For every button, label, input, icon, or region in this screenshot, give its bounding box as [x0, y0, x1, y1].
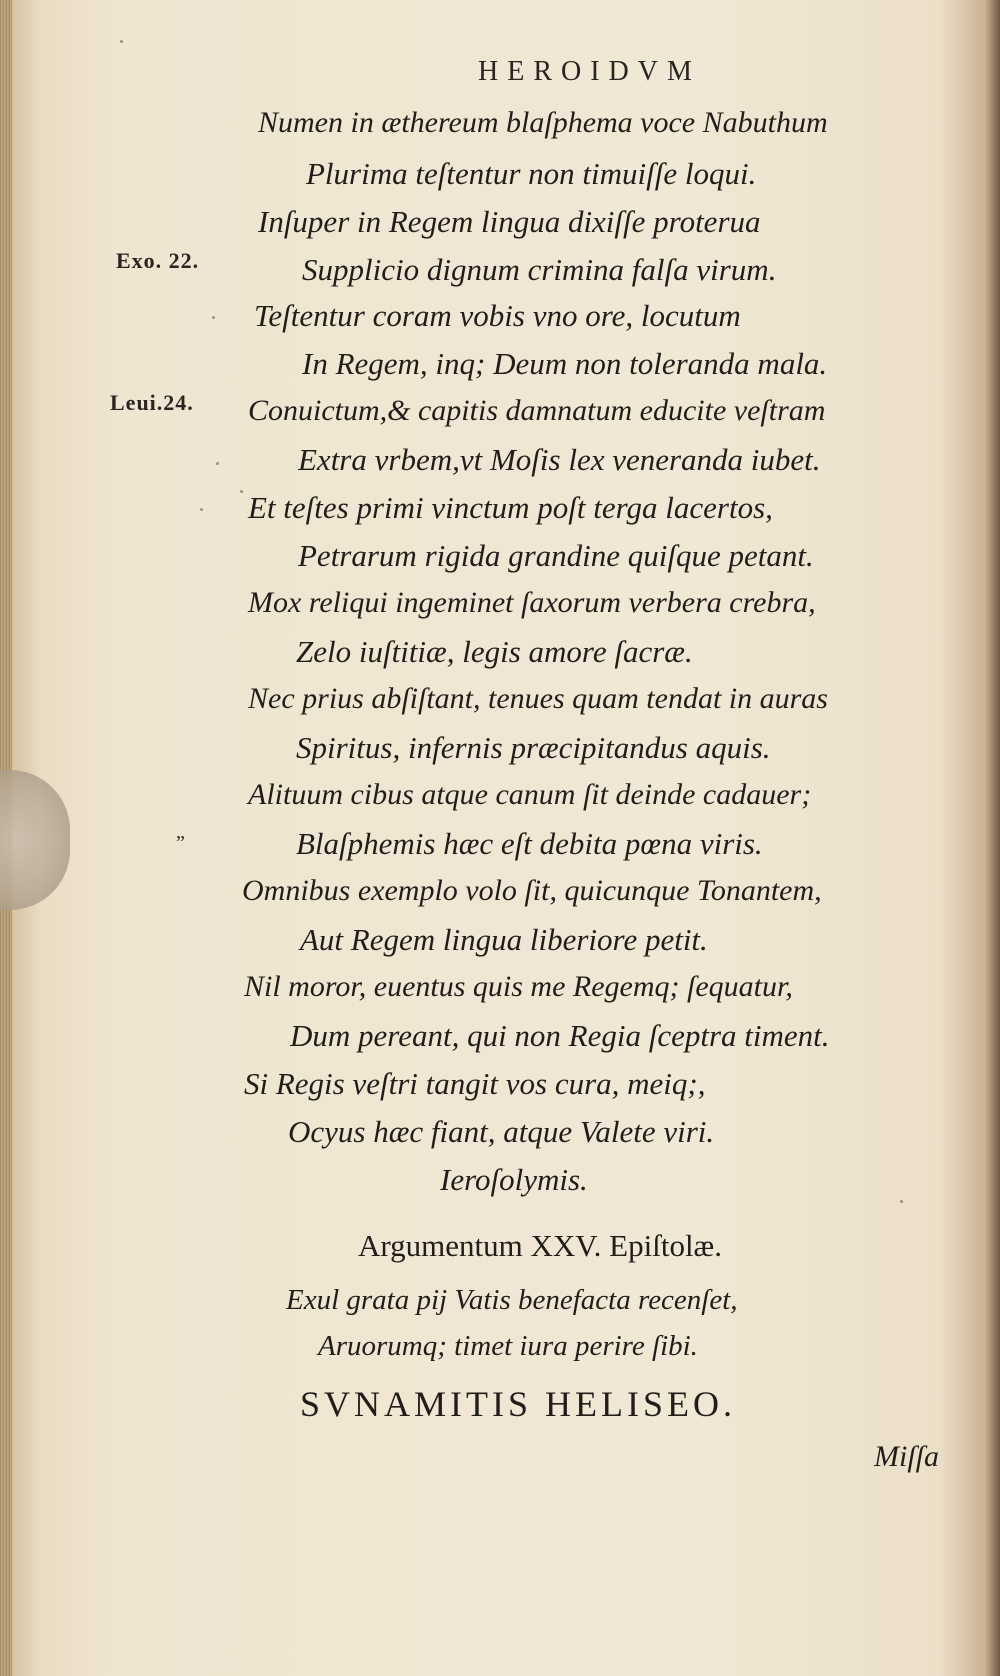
margin-note-quote-mark: ”: [176, 832, 185, 854]
verse-line: Ocyus hæc fiant, atque Valete viri.: [288, 1114, 715, 1149]
verse-line: Plurima teſtentur non timuiſſe loqui.: [306, 156, 757, 191]
verse-line: Nec prius abſiſtant, tenues quam tendat in auras: [248, 682, 828, 715]
paper-speck: [216, 462, 219, 465]
verse-line: Omnibus exemplo volo ſit, quicunque Tonantem,: [242, 874, 822, 907]
verse-line: Spiritus, infernis præcipitandus aquis.: [296, 730, 771, 765]
running-head: HEROIDVM: [478, 56, 701, 87]
place-line: Ieroſolymis.: [440, 1162, 588, 1197]
verse-line: In Regem, inq; Deum non toleranda mala.: [302, 346, 828, 381]
verse-line: Mox reliqui ingeminet ſaxorum verbera crebra,: [248, 586, 816, 619]
verse-line: Dum pereant, qui non Regia ſceptra timent.: [290, 1018, 830, 1053]
verse-line: Si Regis veſtri tangit vos cura, meiq;,: [244, 1066, 706, 1101]
verse-line: Aut Regem lingua liberiore petit.: [300, 922, 708, 957]
argument-title: Argumentum XXV. Epiſtolæ.: [358, 1228, 722, 1263]
verse-line: Zelo iuſtitiæ, legis amore ſacræ.: [296, 634, 693, 669]
argument-line: Exul grata pij Vatis benefacta recenſet,: [286, 1284, 738, 1316]
verse-line: Supplicio dignum crimina falſa virum.: [302, 252, 777, 287]
verse-line: Et teſtes primi vinctum poſt terga lacertos,: [248, 490, 773, 525]
verse-line: Numen in æthereum blaſphema voce Nabuthum: [258, 106, 828, 139]
verse-line: Alituum cibus atque canum ſit deinde cadauer;: [248, 778, 812, 811]
verse-line: Nil moror, euentus quis me Regemq; ſequatur,: [244, 970, 793, 1003]
paper-speck: [240, 490, 243, 493]
paper-speck: [900, 1200, 903, 1203]
argument-line: Aruorumq; timet iura perire ſibi.: [318, 1330, 698, 1362]
verse-line: Extra vrbem,vt Moſis lex veneranda iubet.: [298, 442, 821, 477]
margin-note-exodus: Exo. 22.: [116, 248, 200, 273]
verse-line: Petrarum rigida grandine quiſque petant.: [298, 538, 814, 573]
paper-speck: [212, 316, 215, 319]
paper-speck: [200, 508, 203, 511]
margin-note-leviticus: Leui.24.: [110, 390, 194, 415]
verse-line: Blaſphemis hæc eſt debita pœna viris.: [296, 826, 763, 861]
verse-line: Inſuper in Regem lingua dixiſſe proterua: [258, 204, 761, 239]
verse-line: Conuictum,& capitis damnatum educite veſtram: [248, 394, 826, 427]
book-clamp: [0, 770, 70, 910]
catchword: Miſſa: [874, 1440, 939, 1473]
paper-speck: [120, 40, 123, 43]
epistle-title: SVNAMITIS HELISEO.: [300, 1384, 736, 1424]
verse-line: Teſtentur coram vobis vno ore, locutum: [254, 298, 741, 333]
